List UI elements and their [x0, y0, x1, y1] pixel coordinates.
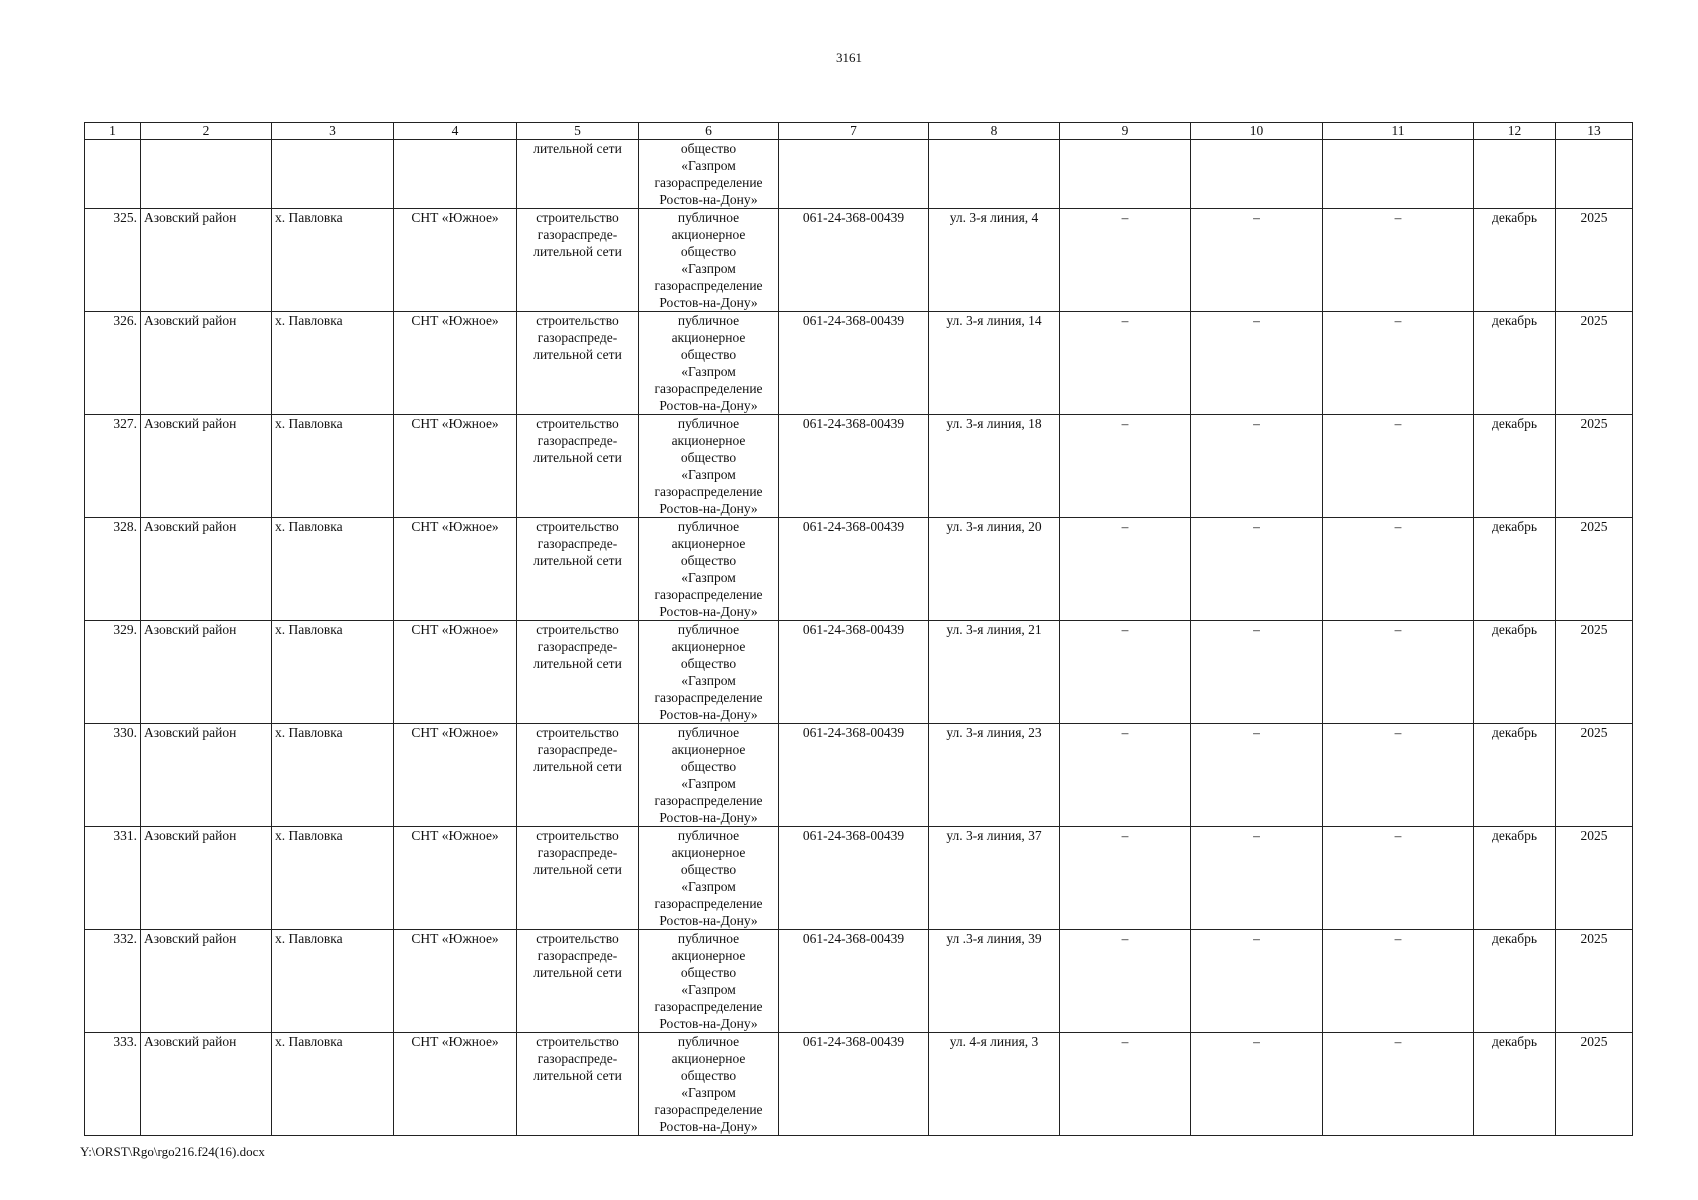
cell-code: 061-24-368-00439: [779, 415, 929, 518]
cell-settlement: х. Павловка: [272, 1033, 394, 1136]
cell-year: 2025: [1556, 930, 1633, 1033]
column-number-13: 13: [1556, 123, 1633, 140]
cell-line: «Газпром: [681, 570, 736, 585]
table-row: [85, 209, 1633, 312]
footer-file-path: Y:\ORST\Rgo\rgo216.f24(16).docx: [80, 1144, 265, 1159]
cell-object: СНТ «Южное»: [394, 209, 517, 312]
table-row: [85, 621, 1633, 724]
cell-owner: [639, 827, 779, 930]
cell-num: 328.: [85, 518, 141, 621]
cell-district: Азовский район: [141, 1033, 272, 1136]
cell-num: 325.: [85, 209, 141, 312]
cell-col10: –: [1191, 415, 1323, 518]
cell-line: акционерное: [671, 742, 746, 757]
cell-line: лительной сети: [533, 965, 622, 980]
cell-line: акционерное: [671, 639, 746, 654]
table-row: [85, 827, 1633, 930]
cell-line: «Газпром: [681, 879, 736, 894]
cell-settlement: х. Павловка: [272, 827, 394, 930]
cell-month: декабрь: [1474, 621, 1556, 724]
cell-line: газораспределение: [654, 999, 763, 1014]
cell-line: общество: [680, 862, 737, 877]
cell-line: строительство: [536, 519, 619, 534]
table-row: [85, 312, 1633, 415]
cell-object: СНТ «Южное»: [394, 827, 517, 930]
owner-line: Ростов-на-Дону»: [659, 192, 758, 207]
cell-work: [517, 415, 639, 518]
cell-line: публичное: [677, 828, 740, 843]
column-number-11: 11: [1323, 123, 1474, 140]
cell-address: ул. 3-я линия, 23: [929, 724, 1060, 827]
cell-num: 333.: [85, 1033, 141, 1136]
cell-line: акционерное: [671, 536, 746, 551]
cell-col10: –: [1191, 518, 1323, 621]
cell-address: ул. 4-я линия, 3: [929, 1033, 1060, 1136]
cell-line: лительной сети: [533, 553, 622, 568]
cell-num: [85, 140, 141, 209]
cell-col9: –: [1060, 827, 1191, 930]
cell-year: 2025: [1556, 209, 1633, 312]
cell-line: газораспределение: [654, 484, 763, 499]
owner-line: «Газпром: [681, 158, 736, 173]
column-number-12: 12: [1474, 123, 1556, 140]
cell-owner: [639, 312, 779, 415]
cell-col10: –: [1191, 312, 1323, 415]
cell-settlement: х. Павловка: [272, 415, 394, 518]
cell-district: Азовский район: [141, 724, 272, 827]
cell-settlement: х. Павловка: [272, 724, 394, 827]
owner-line: газораспределение: [654, 175, 763, 190]
cell-line: газораспределение: [654, 587, 763, 602]
cell-month: декабрь: [1474, 209, 1556, 312]
cell-line: «Газпром: [681, 261, 736, 276]
cell-line: лительной сети: [533, 347, 622, 362]
cell-object: СНТ «Южное»: [394, 415, 517, 518]
cell-line: акционерное: [671, 433, 746, 448]
cell-line: газораспреде-: [537, 742, 618, 757]
cell-line: газораспреде-: [537, 433, 618, 448]
cell-num: 327.: [85, 415, 141, 518]
cell-line: строительство: [536, 1034, 619, 1049]
cell-line: акционерное: [671, 845, 746, 860]
cell-col10: –: [1191, 724, 1323, 827]
cell-line: лительной сети: [533, 656, 622, 671]
cell-line: акционерное: [671, 948, 746, 963]
cell-month: [1474, 140, 1556, 209]
owner-line: общество: [680, 141, 737, 156]
cell-code: 061-24-368-00439: [779, 312, 929, 415]
column-number-4: 4: [394, 123, 517, 140]
cell-line: строительство: [536, 416, 619, 431]
column-number-3: 3: [272, 123, 394, 140]
cell-line: акционерное: [671, 330, 746, 345]
cell-year: 2025: [1556, 518, 1633, 621]
cell-line: Ростов-на-Дону»: [659, 1119, 758, 1134]
cell-line: лительной сети: [533, 759, 622, 774]
cell-work: лительной сети: [517, 140, 639, 209]
cell-line: газораспределение: [654, 1102, 763, 1117]
table-row: [85, 930, 1633, 1033]
cell-line: лительной сети: [533, 450, 622, 465]
cell-work: [517, 518, 639, 621]
cell-line: газораспределение: [654, 278, 763, 293]
cell-col11: –: [1323, 518, 1474, 621]
cell-col11: –: [1323, 621, 1474, 724]
cell-line: строительство: [536, 313, 619, 328]
cell-num: 326.: [85, 312, 141, 415]
table-row: [85, 724, 1633, 827]
cell-year: 2025: [1556, 1033, 1633, 1136]
cell-num: 330.: [85, 724, 141, 827]
cell-line: общество: [680, 656, 737, 671]
cell-line: лительной сети: [533, 1068, 622, 1083]
cell-col11: –: [1323, 209, 1474, 312]
cell-work: [517, 621, 639, 724]
cell-col11: –: [1323, 724, 1474, 827]
cell-line: «Газпром: [681, 467, 736, 482]
cell-line: газораспреде-: [537, 330, 618, 345]
cell-line: газораспреде-: [537, 536, 618, 551]
cell-settlement: [272, 140, 394, 209]
cell-col10: –: [1191, 1033, 1323, 1136]
cell-line: строительство: [536, 622, 619, 637]
cell-col11: [1323, 140, 1474, 209]
cell-line: газораспреде-: [537, 227, 618, 242]
column-number-5: 5: [517, 123, 639, 140]
cell-col9: [1060, 140, 1191, 209]
cell-line: публичное: [677, 622, 740, 637]
cell-object: [394, 140, 517, 209]
column-number-6: 6: [639, 123, 779, 140]
column-number-9: 9: [1060, 123, 1191, 140]
cell-owner: [639, 415, 779, 518]
cell-line: публичное: [677, 519, 740, 534]
cell-line: газораспреде-: [537, 948, 618, 963]
cell-address: [929, 140, 1060, 209]
cell-line: публичное: [677, 931, 740, 946]
cell-settlement: х. Павловка: [272, 209, 394, 312]
cell-col11: –: [1323, 1033, 1474, 1136]
cell-col9: –: [1060, 312, 1191, 415]
cell-month: декабрь: [1474, 312, 1556, 415]
column-number-1: 1: [85, 123, 141, 140]
cell-settlement: х. Павловка: [272, 312, 394, 415]
cell-line: Ростов-на-Дону»: [659, 913, 758, 928]
cell-work: [517, 312, 639, 415]
cell-owner: [639, 930, 779, 1033]
cell-line: общество: [680, 1068, 737, 1083]
cell-owner: [639, 724, 779, 827]
cell-month: декабрь: [1474, 1033, 1556, 1136]
cell-object: СНТ «Южное»: [394, 312, 517, 415]
header-row: [85, 123, 1633, 140]
table-row: [85, 518, 1633, 621]
cell-owner: [639, 621, 779, 724]
cell-line: общество: [680, 553, 737, 568]
cell-code: 061-24-368-00439: [779, 518, 929, 621]
cell-object: СНТ «Южное»: [394, 1033, 517, 1136]
cell-district: Азовский район: [141, 621, 272, 724]
cell-address: ул. 3-я линия, 37: [929, 827, 1060, 930]
cell-work: [517, 827, 639, 930]
cell-owner: [639, 140, 779, 209]
cell-month: декабрь: [1474, 724, 1556, 827]
cell-line: газораспреде-: [537, 639, 618, 654]
cell-line: газораспреде-: [537, 1051, 618, 1066]
cell-line: общество: [680, 450, 737, 465]
cell-col9: –: [1060, 518, 1191, 621]
cell-district: Азовский район: [141, 415, 272, 518]
cell-district: Азовский район: [141, 930, 272, 1033]
cell-code: 061-24-368-00439: [779, 827, 929, 930]
cell-line: публичное: [677, 725, 740, 740]
cell-line: «Газпром: [681, 776, 736, 791]
cell-settlement: х. Павловка: [272, 621, 394, 724]
cell-line: общество: [680, 965, 737, 980]
cell-object: СНТ «Южное»: [394, 724, 517, 827]
cell-code: 061-24-368-00439: [779, 930, 929, 1033]
cell-line: газораспределение: [654, 690, 763, 705]
cell-line: «Газпром: [681, 1085, 736, 1100]
cell-address: ул .3-я линия, 39: [929, 930, 1060, 1033]
cell-year: 2025: [1556, 827, 1633, 930]
cell-col10: –: [1191, 621, 1323, 724]
cell-month: декабрь: [1474, 415, 1556, 518]
cell-line: Ростов-на-Дону»: [659, 295, 758, 310]
cell-col11: –: [1323, 930, 1474, 1033]
cell-line: лительной сети: [533, 244, 622, 259]
cell-line: акционерное: [671, 227, 746, 242]
cell-line: публичное: [677, 1034, 740, 1049]
cell-year: 2025: [1556, 312, 1633, 415]
cell-year: 2025: [1556, 415, 1633, 518]
cell-line: газораспределение: [654, 381, 763, 396]
column-number-2: 2: [141, 123, 272, 140]
page-number: 3161: [836, 50, 862, 65]
cell-work: [517, 724, 639, 827]
cell-address: ул. 3-я линия, 14: [929, 312, 1060, 415]
cell-line: газораспределение: [654, 793, 763, 808]
cell-line: Ростов-на-Дону»: [659, 707, 758, 722]
cell-month: декабрь: [1474, 930, 1556, 1033]
cell-code: 061-24-368-00439: [779, 621, 929, 724]
cell-code: 061-24-368-00439: [779, 209, 929, 312]
cell-line: строительство: [536, 210, 619, 225]
cell-line: Ростов-на-Дону»: [659, 1016, 758, 1031]
cell-work: [517, 930, 639, 1033]
cell-work: [517, 209, 639, 312]
cell-year: [1556, 140, 1633, 209]
cell-owner: [639, 518, 779, 621]
cell-month: декабрь: [1474, 827, 1556, 930]
cell-district: [141, 140, 272, 209]
cell-line: публичное: [677, 416, 740, 431]
cell-code: 061-24-368-00439: [779, 1033, 929, 1136]
cell-work: [517, 1033, 639, 1136]
cell-owner: [639, 209, 779, 312]
cell-line: строительство: [536, 725, 619, 740]
cell-object: СНТ «Южное»: [394, 930, 517, 1033]
cell-code: 061-24-368-00439: [779, 724, 929, 827]
cell-year: 2025: [1556, 724, 1633, 827]
table-body: [85, 140, 1633, 1136]
cell-district: Азовский район: [141, 312, 272, 415]
cell-line: «Газпром: [681, 673, 736, 688]
cell-line: «Газпром: [681, 364, 736, 379]
cell-line: Ростов-на-Дону»: [659, 501, 758, 516]
cell-col10: –: [1191, 827, 1323, 930]
column-number-10: 10: [1191, 123, 1323, 140]
cell-address: ул. 3-я линия, 20: [929, 518, 1060, 621]
cell-col10: –: [1191, 930, 1323, 1033]
cell-month: декабрь: [1474, 518, 1556, 621]
cell-line: строительство: [536, 931, 619, 946]
cell-address: ул. 3-я линия, 4: [929, 209, 1060, 312]
cell-num: 331.: [85, 827, 141, 930]
cell-line: публичное: [677, 210, 740, 225]
cell-district: Азовский район: [141, 518, 272, 621]
cell-col9: –: [1060, 621, 1191, 724]
cell-col9: –: [1060, 930, 1191, 1033]
cell-address: ул. 3-я линия, 18: [929, 415, 1060, 518]
continuation-row: [85, 140, 1633, 209]
cell-num: 332.: [85, 930, 141, 1033]
cell-col9: –: [1060, 1033, 1191, 1136]
cell-object: СНТ «Южное»: [394, 518, 517, 621]
cell-object: СНТ «Южное»: [394, 621, 517, 724]
cell-line: газораспреде-: [537, 845, 618, 860]
cell-col9: –: [1060, 415, 1191, 518]
cell-line: Ростов-на-Дону»: [659, 604, 758, 619]
data-table: [84, 122, 1633, 1136]
cell-settlement: х. Павловка: [272, 930, 394, 1033]
cell-line: общество: [680, 244, 737, 259]
cell-line: публичное: [677, 313, 740, 328]
cell-col9: –: [1060, 724, 1191, 827]
table-header: [85, 123, 1633, 140]
cell-line: строительство: [536, 828, 619, 843]
cell-line: «Газпром: [681, 982, 736, 997]
column-number-7: 7: [779, 123, 929, 140]
cell-line: Ростов-на-Дону»: [659, 398, 758, 413]
cell-district: Азовский район: [141, 827, 272, 930]
cell-line: общество: [680, 347, 737, 362]
cell-owner: [639, 1033, 779, 1136]
cell-address: ул. 3-я линия, 21: [929, 621, 1060, 724]
cell-year: 2025: [1556, 621, 1633, 724]
cell-col11: –: [1323, 827, 1474, 930]
table-row: [85, 415, 1633, 518]
cell-col10: [1191, 140, 1323, 209]
cell-num: 329.: [85, 621, 141, 724]
cell-line: лительной сети: [533, 862, 622, 877]
cell-col9: –: [1060, 209, 1191, 312]
cell-col10: –: [1191, 209, 1323, 312]
column-number-8: 8: [929, 123, 1060, 140]
cell-line: Ростов-на-Дону»: [659, 810, 758, 825]
cell-col11: –: [1323, 312, 1474, 415]
cell-district: Азовский район: [141, 209, 272, 312]
cell-line: газораспределение: [654, 896, 763, 911]
cell-line: общество: [680, 759, 737, 774]
cell-col11: –: [1323, 415, 1474, 518]
cell-line: акционерное: [671, 1051, 746, 1066]
cell-settlement: х. Павловка: [272, 518, 394, 621]
table-row: [85, 1033, 1633, 1136]
cell-code: [779, 140, 929, 209]
